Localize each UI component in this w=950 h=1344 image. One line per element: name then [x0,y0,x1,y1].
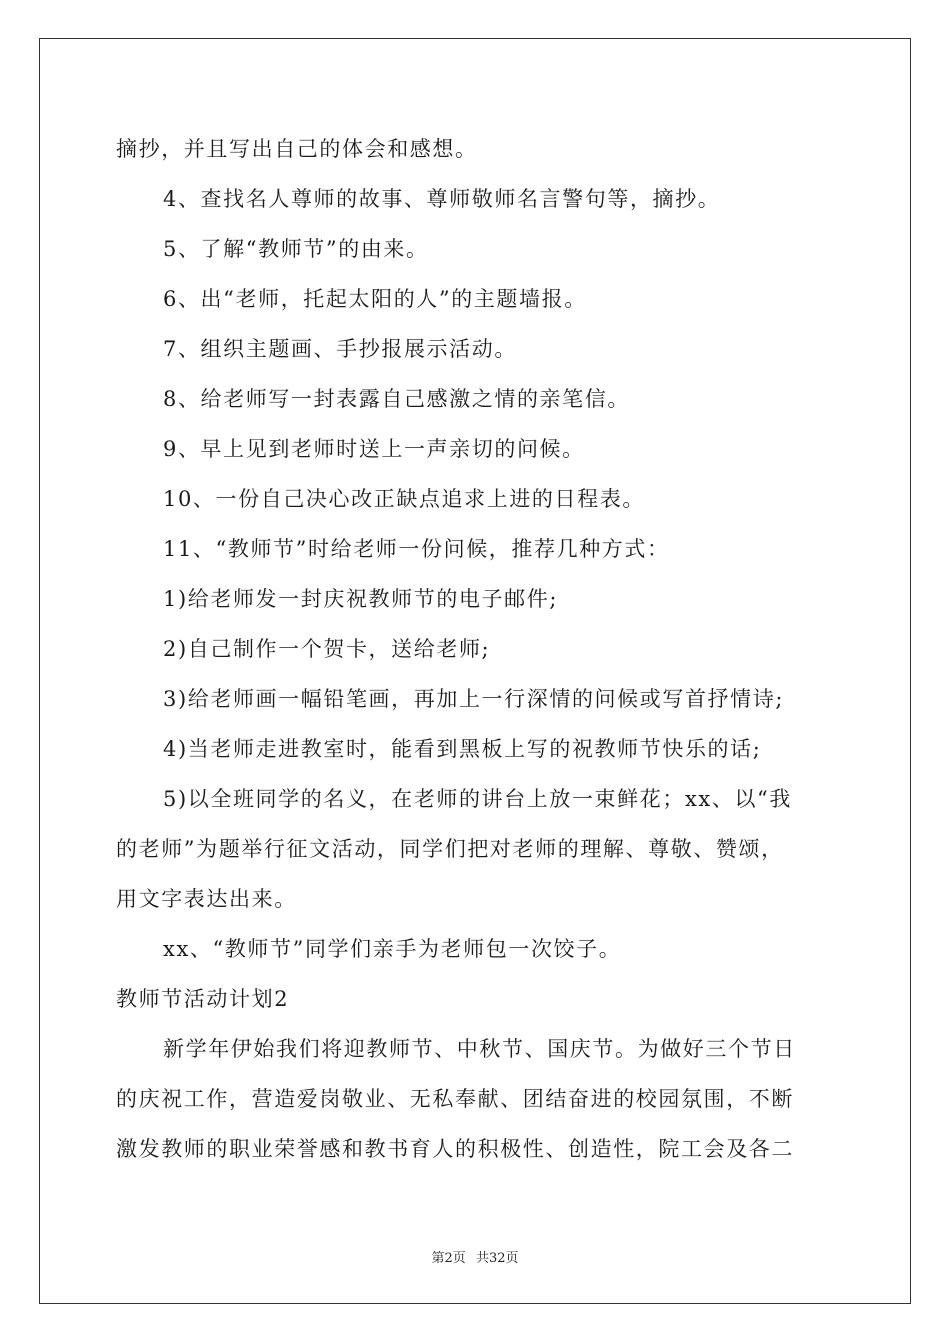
text-line: 新学年伊始我们将迎教师节、中秋节、国庆节。为做好三个节日 [163,1037,796,1061]
text-line: 激发教师的职业荣誉感和教书育人的积极性、创造性，院工会及各二 [116,1137,794,1161]
text-line: 9、早上见到老师时送上一声亲切的问候。 [163,437,585,461]
text-line: 1)给老师发一封庆祝教师节的电子邮件; [163,587,559,611]
page-footer [0,1247,950,1266]
text-line: 5)以全班同学的名义，在老师的讲台上放一束鲜花；xx、以“我 [163,787,792,811]
text-line: 10、一份自己决心改正缺点追求上进的日程表。 [163,487,645,511]
text-line: 6、出“老师，托起太阳的人”的主题墙报。 [163,287,587,311]
text-line: 8、给老师写一封表露自己感激之情的亲笔信。 [163,387,630,411]
page-total: 共32页 [475,1251,519,1266]
text-line: 3)给老师画一幅铅笔画，再加上一行深情的问候或写首抒情诗; [163,687,785,711]
text-line: 摘抄，并且写出自己的体会和感想。 [116,137,478,161]
text-line: 7、组织主题画、手抄报展示活动。 [163,337,517,361]
text-line: 的老师”为题举行征文活动，同学们把对老师的理解、尊敬、赞颂， [116,837,784,861]
section-heading: 教师节活动计划2 [116,987,290,1011]
text-line: 4)当老师走进教室时，能看到黑板上写的祝教师节快乐的话; [163,737,762,761]
text-line: 11、“教师节”时给老师一份问候，推荐几种方式： [163,537,670,561]
text-line: 用文字表达出来。 [116,887,297,911]
page-border [39,38,911,1304]
text-line: 4、查找名人尊师的故事、尊师敬师名言警句等，摘抄。 [163,187,721,211]
page-number: 第2页 [431,1251,466,1266]
text-line: 的庆祝工作，营造爱岗敬业、无私奉献、团结奋进的校园氛围，不断 [116,1087,794,1111]
text-line: xx、“教师节”同学们亲手为老师包一次饺子。 [163,937,622,961]
text-line: 2)自己制作一个贺卡，送给老师; [163,637,491,661]
text-line: 5、了解“教师节”的由来。 [163,237,429,261]
